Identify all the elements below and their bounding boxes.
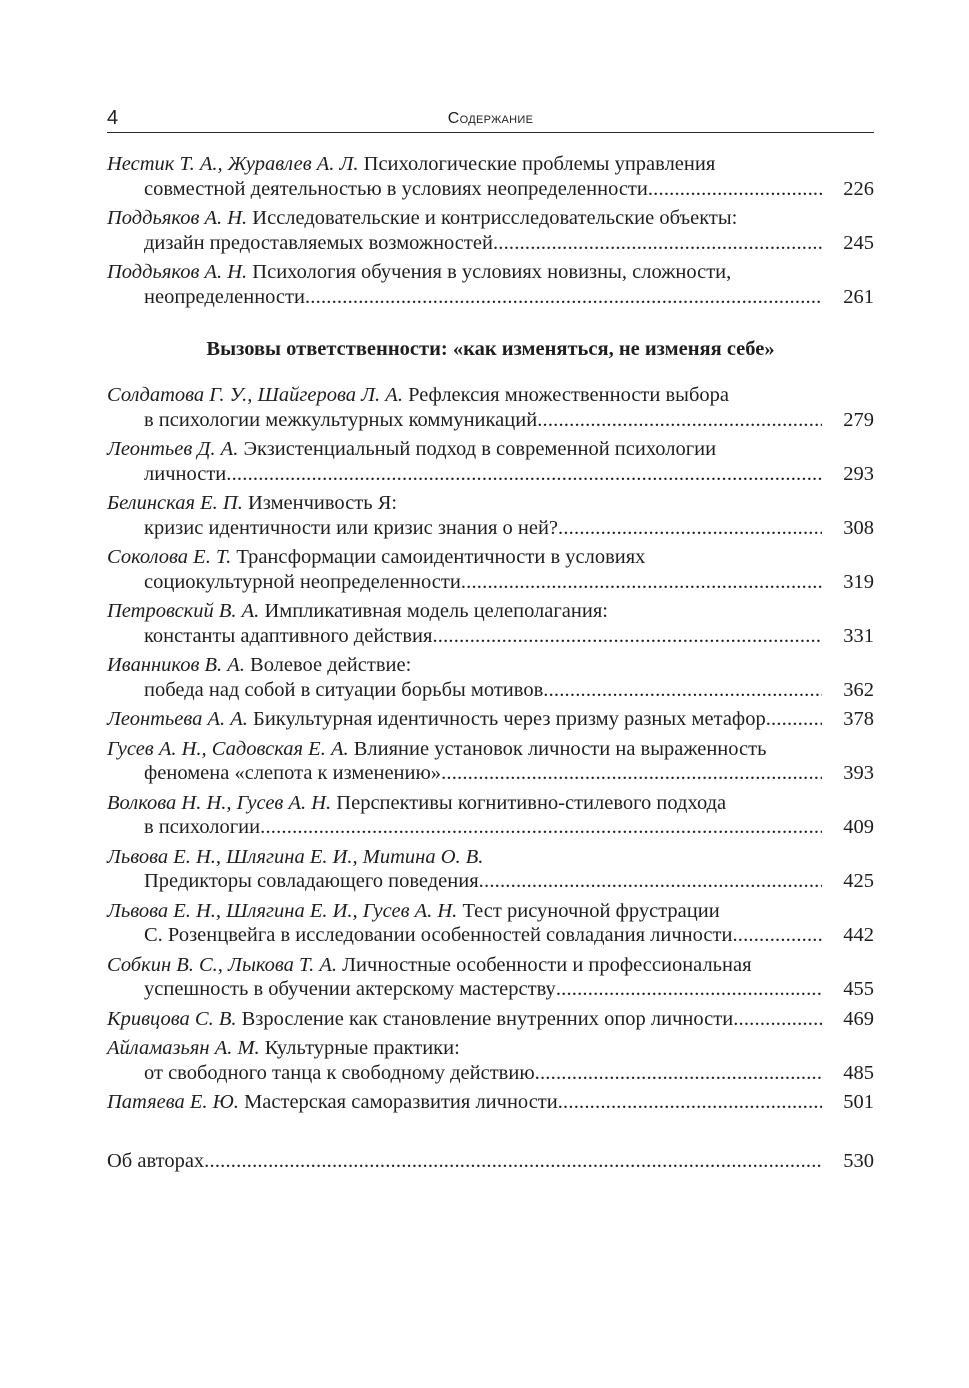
page-ref: 319 (843, 570, 874, 593)
dot-leader (543, 678, 822, 703)
entry-title: Изменчивость Я: (242, 492, 398, 514)
dot-leader (432, 624, 822, 649)
toc-entry[interactable] (107, 737, 874, 786)
toc-list-top (107, 152, 874, 309)
entry-title-continued: константы адаптивного действия (144, 624, 433, 647)
page-ref: 279 (843, 408, 874, 431)
entry-author: Леонтьев Д. А. (107, 438, 239, 460)
entry-title-continued: в психологии (144, 816, 261, 838)
entry-title: Перспективы когнитивно-стилевого подхода (331, 791, 727, 814)
entry-heading (107, 953, 752, 978)
entry-heading (107, 491, 397, 516)
entry-heading (107, 1007, 733, 1032)
toc-entry[interactable] (107, 491, 874, 540)
dot-leader (535, 1061, 822, 1086)
entry-title: Волевое действие: (244, 654, 412, 676)
entry-title: Культурные практики: (259, 1037, 460, 1059)
page-ref: 409 (843, 816, 874, 838)
entry-author: Петровский В. А. (107, 600, 260, 622)
entry-author: Леонтьева А. А. (107, 708, 248, 730)
page-ref: 293 (843, 462, 874, 485)
entry-heading (107, 845, 483, 870)
entry-author: Иванников В. А. (107, 654, 245, 676)
entry-title: Мастерская саморазвития личности (238, 1091, 558, 1113)
entry-author: Кривцова С. В. (107, 1007, 237, 1030)
page-ref: 362 (843, 678, 874, 701)
toc-list-section (107, 383, 874, 1115)
entry-heading (107, 545, 645, 570)
toc-entry[interactable] (107, 545, 874, 594)
entry-title-continued: в психологии межкультурных коммуникаций (144, 408, 538, 431)
entry-title: Взросление как становление внутренних опор личности (236, 1007, 734, 1030)
dot-leader (537, 408, 822, 433)
dot-leader (648, 177, 822, 202)
entry-author: Поддьяков А. Н. (107, 261, 248, 283)
toc-entry[interactable] (107, 260, 874, 309)
entry-author: Собкин В. С., Лыкова Т. А. (107, 953, 338, 976)
page-ref: 425 (843, 870, 874, 892)
dot-leader (766, 707, 822, 732)
entry-heading (107, 152, 715, 177)
page-ref: 245 (843, 231, 874, 254)
toc-entry[interactable] (107, 899, 874, 948)
entry-author: Волкова Н. Н., Гусев А. Н. (107, 791, 332, 814)
toc-entry[interactable] (107, 1007, 874, 1032)
toc-entry[interactable] (107, 653, 874, 702)
entry-title-continued: социокультурной неопределенности (144, 570, 461, 593)
running-header (107, 106, 874, 133)
entry-heading (107, 653, 411, 678)
dot-leader (733, 1007, 822, 1032)
dot-leader (556, 977, 822, 1002)
page-ref: 442 (843, 924, 874, 946)
entry-author: Соколова Е. Т. (107, 546, 232, 568)
entry-heading (107, 206, 737, 231)
entry-heading (107, 1090, 558, 1115)
entry-heading (107, 1036, 460, 1061)
toc-entry[interactable] (107, 206, 874, 255)
page-ref: 378 (843, 708, 874, 730)
page-ref: 226 (843, 177, 874, 200)
entry-author: Белинская Е. П. (107, 492, 243, 514)
entry-heading (107, 899, 720, 924)
entry-author: Солдатова Г. У., Шайгерова Л. А. (107, 384, 403, 406)
toc-entry[interactable] (107, 383, 874, 432)
page-ref: 530 (843, 1149, 874, 1172)
page-ref: 393 (843, 762, 874, 784)
toc-entry[interactable] (107, 152, 874, 201)
dot-leader (461, 570, 822, 595)
entry-title-continued: от свободного танца к свободному действию (144, 1061, 535, 1084)
dot-leader (260, 815, 822, 840)
toc-entry[interactable] (107, 437, 874, 486)
entry-title-continued: Предикторы совладающего поведения (144, 870, 479, 892)
page-ref: 261 (843, 285, 874, 308)
entry-heading (107, 599, 608, 624)
page-number: 4 (107, 107, 119, 129)
page-ref: 455 (843, 978, 874, 1000)
page-ref: 469 (843, 1007, 874, 1030)
entry-title-continued: дизайн предоставляемых возможностей (144, 231, 493, 254)
page-ref: 331 (843, 624, 874, 647)
entry-title: Трансформации самоидентичности в условиях (231, 546, 646, 568)
entry-title-continued: неопределенности (144, 285, 305, 308)
toc-entry[interactable] (107, 845, 874, 894)
entry-title-continued: С. Розенцвейга в исследовании особенностей совладания личности (144, 924, 733, 946)
dot-leader (305, 285, 822, 310)
page-ref: 501 (843, 1091, 874, 1113)
entry-title-continued: успешность в обучении актерскому мастерству (144, 978, 556, 1000)
toc-entry[interactable] (107, 953, 874, 1002)
toc-page (107, 106, 874, 1178)
entry-author: Львова Е. Н., Шлягина Е. И., Гусев А. Н. (107, 899, 458, 922)
dot-leader (479, 869, 822, 894)
dot-leader (732, 923, 822, 948)
entry-heading (107, 260, 731, 285)
entry-title: Влияние установок личности на выраженность (348, 737, 767, 760)
entry-title-continued: личности (144, 462, 227, 485)
page-ref: 485 (843, 1061, 874, 1084)
toc-entry[interactable] (107, 599, 874, 648)
entry-title-continued: победа над собой в ситуации борьбы мотивов (144, 678, 544, 701)
toc-entry[interactable] (107, 707, 874, 732)
entry-author: Нестик Т. А., Журавлев А. Л. (107, 153, 359, 175)
dot-leader (558, 1090, 822, 1115)
entry-author: Гусев А. Н., Садовская Е. А. (107, 737, 349, 760)
entry-heading (107, 737, 766, 762)
entry-author: Поддьяков А. Н. (107, 207, 248, 229)
toc-entry-about[interactable] (107, 1149, 874, 1174)
entry-heading (107, 437, 716, 462)
running-title: Содержание (447, 110, 534, 127)
about-label: Об авторах (107, 1149, 205, 1172)
entry-author: Львова Е. Н., Шлягина Е. И., Митина О. В. (107, 845, 484, 868)
dot-leader (204, 1149, 822, 1174)
entry-author: Айламазьян А. М. (107, 1037, 260, 1059)
entry-title: Экзистенциальный подход в современной психологии (238, 438, 717, 460)
entry-title-continued: совместной деятельностью в условиях неопределенности (144, 177, 648, 200)
entry-title: Рефлексия множественности выбора (402, 384, 729, 406)
entry-title: Личностные особенности и профессиональная (337, 953, 752, 976)
entry-title: Исследовательские и контрисследовательские объекты: (247, 207, 738, 229)
entry-heading (107, 383, 729, 408)
toc-entry[interactable] (107, 791, 874, 840)
entry-heading (107, 791, 726, 816)
entry-author: Патяева Е. Ю. (107, 1091, 239, 1113)
dot-leader (226, 462, 822, 487)
entry-title: Психология обучения в условиях новизны, сложности, (247, 261, 732, 283)
entry-title-continued: феномена «слепота к изменению» (144, 762, 442, 784)
entry-title: Импликативная модель целеполагания: (259, 600, 608, 622)
toc-entry[interactable] (107, 1090, 874, 1115)
entry-title: Бикультурная идентичность через призму разных метафор (247, 708, 766, 730)
entry-title-continued: кризис идентичности или кризис знания о ней? (144, 516, 559, 539)
entry-title: Тест рисуночной фрустрации (457, 899, 720, 922)
dot-leader (441, 761, 822, 786)
page-ref: 308 (843, 516, 874, 539)
dot-leader (558, 516, 822, 541)
section-heading: Вызовы ответственности: «как изменяться, не изменяя себе» (206, 338, 775, 360)
entry-title: Психологические проблемы управления (358, 153, 716, 175)
entry-heading (107, 707, 766, 732)
dot-leader (493, 231, 822, 256)
toc-entry[interactable] (107, 1036, 874, 1085)
